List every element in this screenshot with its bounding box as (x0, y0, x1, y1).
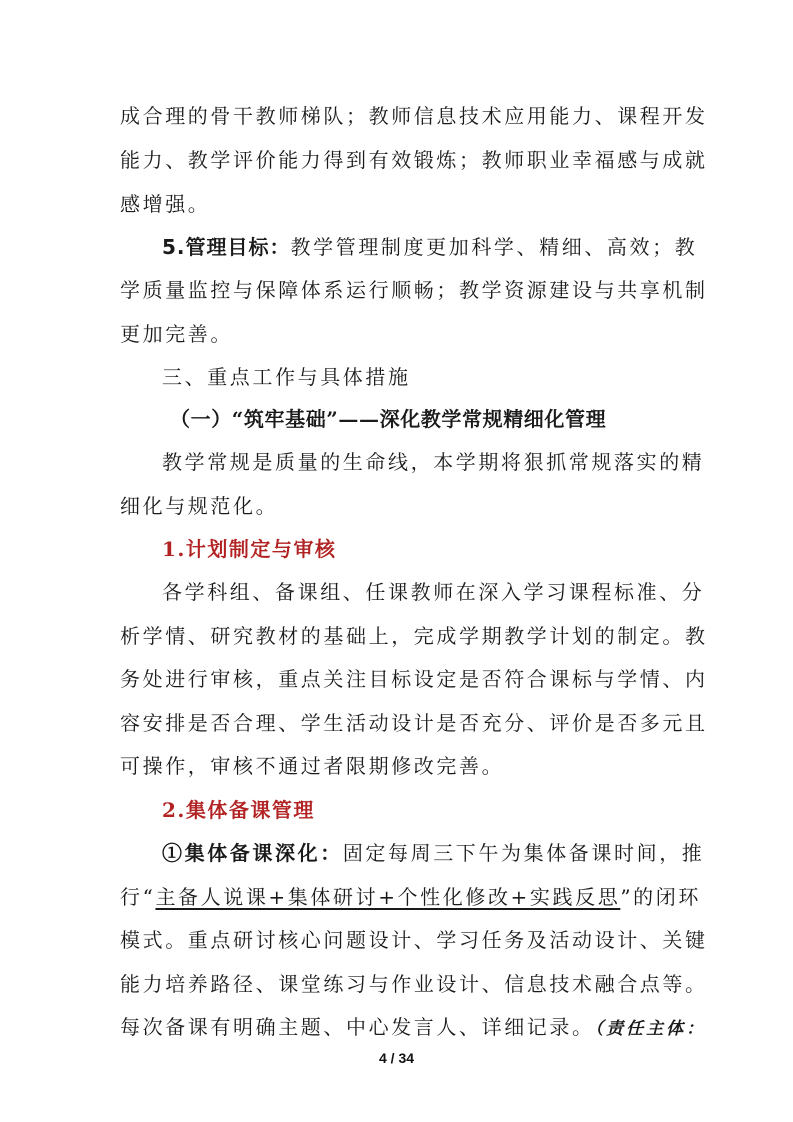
goal-5-text: 教学管理制度更加科学、精细、高效；教 (290, 235, 698, 259)
item-2-sub-text: 固定每周三下午为集体备课时间，推 (342, 841, 705, 865)
paragraph-line: 能力培养路径、课堂练习与作业设计、信息技术融合点等。 (120, 972, 708, 996)
paragraph-line: 成合理的骨干教师梯队；教师信息技术应用能力、课程开发 (120, 104, 708, 128)
subsection-heading: （一）“筑牢基础”——深化教学常规精细化管理 (170, 407, 607, 431)
paragraph-line: 务处进行审核，重点关注目标设定是否符合课标与学情、内 (120, 667, 708, 691)
paragraph-line: 容安排是否合理、学生活动设计是否充分、评价是否多元且 (120, 711, 708, 735)
quote-close: ”的闭环 (620, 885, 701, 909)
paragraph-line: 可操作，审核不通过者限期修改完善。 (120, 754, 505, 778)
paragraph-line: 能力、教学评价能力得到有效锻炼；教师职业幸福感与成就 (120, 148, 708, 172)
paragraph-line: 细化与规范化。 (120, 494, 279, 518)
item-2-heading: 2.集体备课管理 (162, 798, 315, 822)
goal-5-label: 5.管理目标： (162, 235, 291, 259)
paragraph-line: 析学情、研究教材的基础上，完成学期教学计划的制定。教 (120, 624, 708, 648)
paragraph-line: 各学科组、备课组、任课教师在深入学习课程标准、分 (162, 580, 705, 604)
page-number: 4 / 34 (378, 1050, 415, 1066)
paragraph-line: 感增强。 (120, 192, 211, 216)
paragraph-line: 学质量监控与保障体系运行顺畅；教学资源建设与共享机制 (120, 278, 708, 302)
item-2-sub-label: ①集体备课深化： (162, 841, 343, 865)
goal-5-line (162, 233, 698, 261)
paragraph-text: 每次备课有明确主题、中心发言人、详细记录。 (120, 1015, 595, 1039)
paragraph-line (120, 883, 701, 911)
item-2-sub-line (162, 839, 705, 867)
paragraph-line: 模式。重点研讨核心问题设计、学习任务及活动设计、关键 (120, 928, 708, 952)
paragraph-line (120, 1013, 707, 1043)
underlined-model: 主备人说课+集体研讨+个性化修改+实践反思 (155, 885, 621, 909)
quote-open: 行“ (120, 885, 156, 909)
responsibility-note: （责任主体： (594, 1019, 707, 1039)
paragraph-line: 教学常规是质量的生命线，本学期将狠抓常规落实的精 (162, 450, 705, 474)
section-heading: 三、重点工作与具体措施 (162, 365, 411, 389)
paragraph-line: 更加完善。 (120, 322, 233, 346)
item-1-heading: 1.计划制定与审核 (162, 537, 337, 561)
